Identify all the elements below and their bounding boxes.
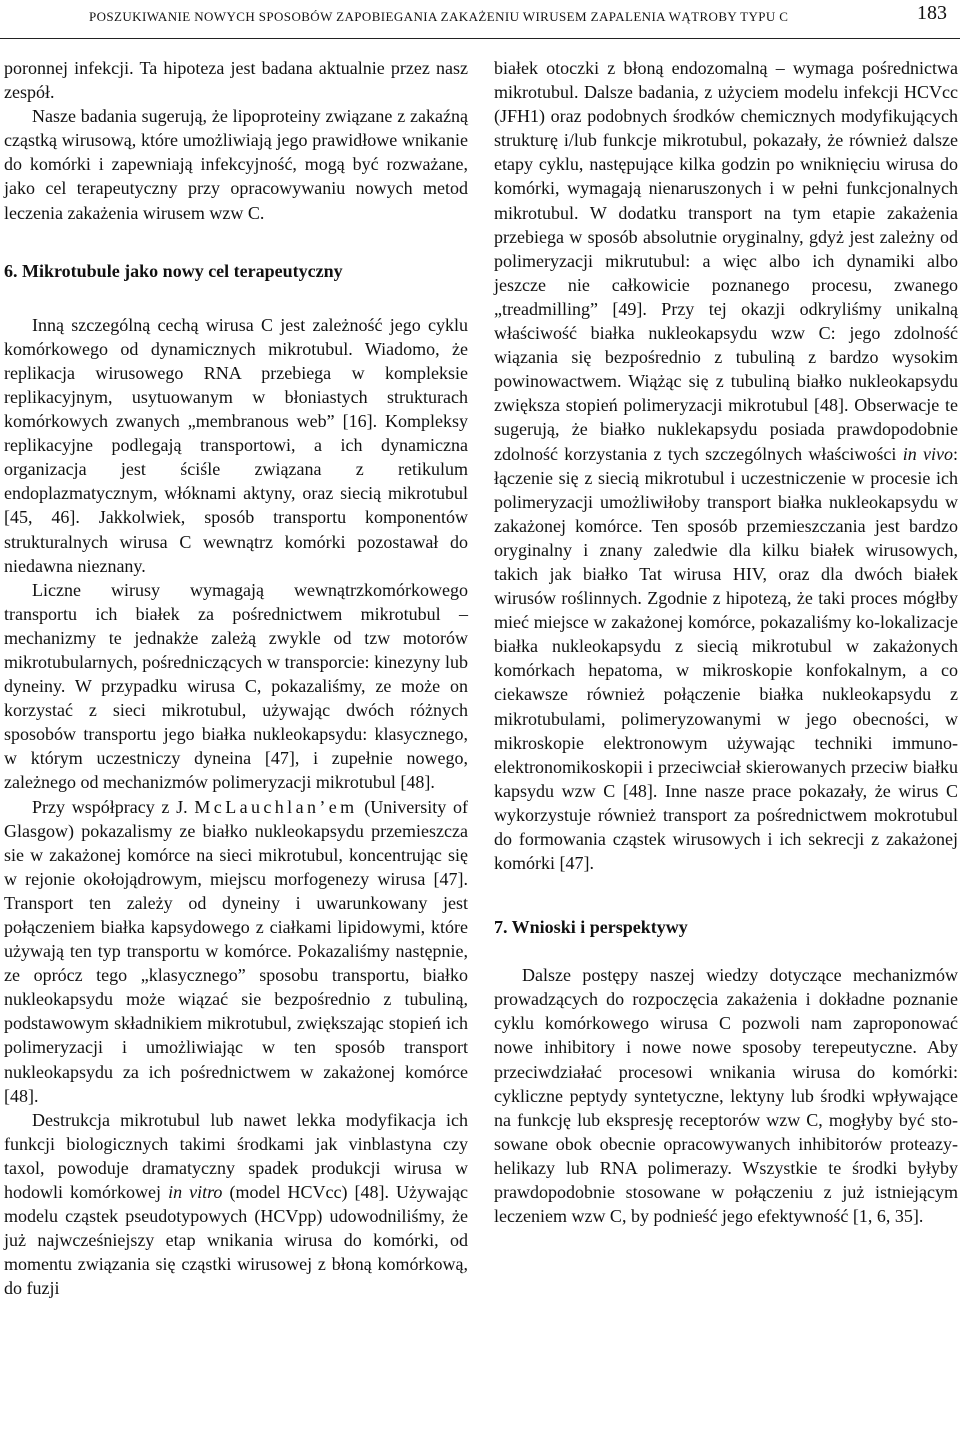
paragraph-destruction: [4, 1108, 468, 1301]
section-6-heading: 6. Mikrotubule jako nowy cel terapeutyczny: [4, 260, 343, 281]
spacer: [4, 225, 468, 259]
paragraph-section6: Inną szczególną cechą wirusa C jest zależność jego cyklu komórkowego od dynamicznych mikrotubul. Wiadomo, że replikacja wirusowego RNA przebiega w kompleksie replikacyjnym, usytuowanym w błoniastych strukturach komórkowych zwanych „membranous web” [16]. Kompleksy replikacyjne podlegają transportowi, a ich dynamiczna organizacja jest ściśle związana z retikulum endoplazmatycznym, włóknami aktyny, oraz siecią mikrotubul [45, 46]. Jakkolwiek, sposób transportu komponentów strukturalnych wirusa C wewnątrz komórki pozostawał do niedawna nieznany.: [4, 314, 468, 576]
paragraph-viruses: Liczne wirusy wymagają wewnątrzkomórkowego transportu ich białek za pośrednictwem mikrotubul – mechanizmy te jednakże zależą zwykle od tzw motorów mikrotubularnych, pośredniczących w transporcie: kinezyny lub dyneiny. W przypadku wirusa C, pokazaliśmy, ze może on korzystać z sieci mikrotubul, używając dwóch różnych sposobów transportu jego białka nukleokapsydu: klasycznego, w którym uczestniczy dyneina [47], i zupełnie nowego, zależnego od mechanizmów polimeryzacji mikrotubul [48].: [4, 579, 468, 793]
spacer: [494, 939, 958, 963]
right-column: [494, 56, 958, 1228]
header-rule: [0, 38, 960, 39]
spacer: [4, 283, 468, 313]
page-number: 183: [917, 2, 947, 24]
paragraph-lipoproteins: Nasze badania sugerują, że lipoproteiny związane z zakaźną cząstką wirusową, które umożliwiają jego prawidłowe wnikanie do komórki i zapewniają infekcyjność, mogą być rozważane, jako cel terapeutyczny przy opracowywaniu nowych metod leczenia zakażenia wirusem wzw C.: [4, 106, 468, 223]
paragraph-collaboration: [4, 795, 468, 1108]
destruction-pre: Destrukcja mikrotubul lub nawet lekka modyfikacja ich funkcji biologicznych takimi środkami jak vinblastyna czy taxol, powoduje dramatyczny spadek produkcji wirusa w hodowli komórkowej: [4, 1109, 468, 1203]
cont-italic: in vivo: [902, 443, 953, 464]
spacer: [494, 875, 958, 915]
collab-prefix: Przy współpracy z J.: [32, 796, 195, 817]
paragraph-section7: Dalsze postępy naszej wiedzy dotyczące mechanizmów prowadzących do rozpoczęcia zakażenia i dokładne poznanie cyklu komórkowego wirusa C pozwoli nam zaproponować nowe inhibitory i nowe nowe sposoby terepeutyczne. Aby przeciwdziałać procesowi wnikania wirusa do komórki: cykliczne peptydy syntetyczne, lektyny lub środki wpływające na funkcję lub ekspresję receptorów wzw C, mogłyby być stosowane obok obecnie opracowywanych inhibitorów proteazy-helikazy lub RNA polimerazy. Wszystkie te środki byłyby prawdopodobnie stosowane w połączeniu z już istniejącym leczeniem wzw C, by podnieść jego efektywność [1, 6, 35].: [494, 965, 958, 1227]
running-title: POSZUKIWANIE NOWYCH SPOSOBÓW ZAPOBIEGANIA ZAKAŻENIU WIRUSEM ZAPALENIA WĄTROBY TYPU C: [89, 9, 789, 24]
section-7-heading: 7. Wnioski i perspektywy: [494, 917, 688, 938]
collab-rest: (University of Glasgow) pokazalismy ze białko nukleokapsydu przemieszcza sie w zakażonej komórce na sieci mikrotubul, koncentrując się w rejonie okołojądrowym, miejscu morfogenezy wirusa [47]. Transport ten zależy od dyneiny i uwarunkowany jest połączeniem białka kapsydowego z ciałkami lipidowymi, które używają ten typ transportu w komórce. Pokazaliśmy następnie, ze oprócz tego „klasycznego” sposobu transportu, białko nukleokapsydu może wiązać sie bezpośrednio z tubuliną, podstawowym składnikiem mikrotubul, zwiększając stopień ich polimeryzacji i umożliwiając w ten sposób transport nukleokapsydu za ich pośrednictwem w zakażonej komórce [48].: [4, 796, 469, 1106]
running-header: [0, 0, 960, 40]
left-column: [4, 56, 468, 1301]
paragraph-continued-right: [494, 56, 958, 875]
collab-name: McLauchlan’em: [194, 796, 358, 817]
paragraph-continued: poronnej infekcji. Ta hipoteza jest badana aktualnie przez nasz zespół.: [4, 58, 468, 103]
cont-pre: białek otoczki z błoną endozomalną – wymaga pośrednictwa mikrotubul. Dalsze badania, z użyciem modelu infekcji HCVcc (JFH1) oraz podobnych środków chemicznych modyfikujących strukturę i/lub funkcje mikrotubul, pokazały, że również dalsze etapy cyklu, następujące kilka godzin po wniknięciu wirusa do komórki, wymagają nienaruszonych i w pełni funkcjonalnych mikrotubul. W dodatku transport na tym etapie zakażenia przebiega w sposób absolutnie oryginalny, gdyż jest zależny od polimeryzacji mikrutubul: a więc albo ich dynamiki albo jeszcze nie całkowicie poznanego procesu, zwanego „treadmilling” [49]. Przy tej okazji odkryliśmy unikalną właściwość białka nukleokapsydu wzw C: jego zdolność wiązania się bezpośrednio z tubuliną z bardzo wysokim powinowactwem. Wiążąc się z tubuliną białko nukleokapsydu zwiększa stopień polimeryzacji mikrotubul [48]. Obserwacje te sugerują, że białko nuklekapsydu posiada prawdopodobnie zdolność korzystania z tych szczególnych właściwości: [494, 58, 958, 464]
destruction-italic: in vitro: [168, 1182, 223, 1203]
cont-post: : łączenie się z siecią mikrotubul i uczestniczenie w procesie ich polimeryzacji umożliwiłoby transport białka nukleokapsydu w zakażonej komórce. Ten sposób przemieszczania jest bardzo oryginalny i znany zaledwie dla kilku białek wirusowych, takich jak białko Tat wirusa HIV, oraz dla dwóch białek wirusów roślinnych. Zgodnie z hipotezą, że taki proces mógłby mieć miejsce w zakażonej komórce, pokazaliśmy ko-lokalizacje białka nukleokapsydu z siecią mikrotubul w zakażonych komórkach hepatoma, w mikroskopie konfokalnym, a co ciekawsze również połączenie białka nukleokapsydu z mikrotubulami, polimeryzowanymi w jego obecności, w mikroskopie elektronowym używając techniki immuno-elektronomikoskopii i przeciwciał skierowanych przeciw białku kapsydu wzw C [48]. Inne nasze prace pokazały, że wirus C wykorzystuje również transport za pośrednictwem mokrotubul do formowania cząstek wirusowych i ich sekrecji z zakażonej komórki [47].: [494, 443, 958, 874]
destruction-post: (model HCVcc) [48]. Używając modelu cząstek pseudotypowych (HCVpp) udowodniliśmy, że już najwcześniejszy etap wnikania wirusa do komórki, od momentu związania się cząstki wirusowej z błoną komórkową, do fuzji: [4, 1182, 468, 1299]
